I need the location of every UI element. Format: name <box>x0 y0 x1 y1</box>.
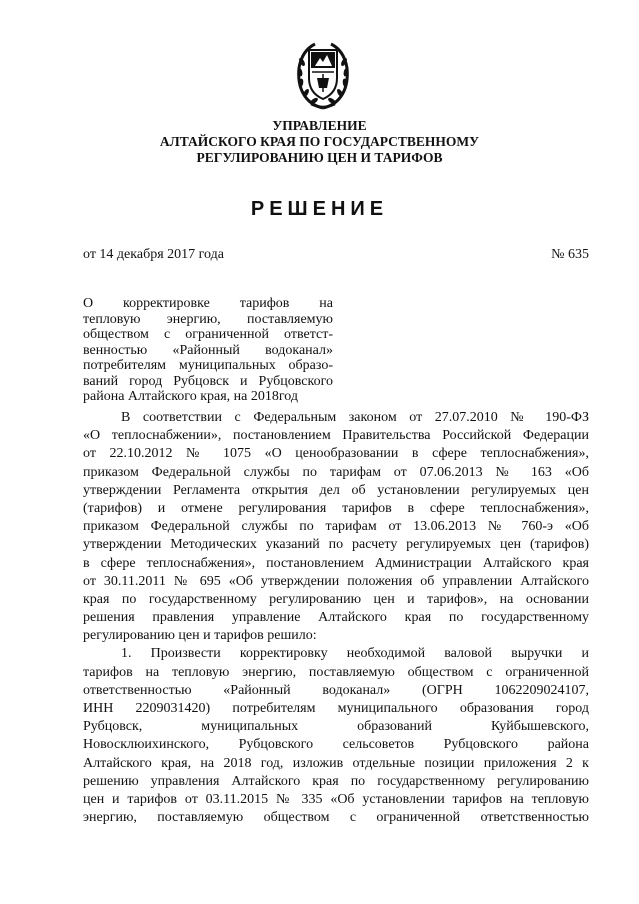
document-body <box>83 409 589 827</box>
document-title: РЕШЕНИЕ <box>250 198 389 220</box>
body-line: В соответствии с Федеральным законом от 27.07.2010 № 190-ФЗ <box>121 410 589 425</box>
document-date: от 14 декабря 2017 года <box>83 247 224 262</box>
subject-line: тепловую энергию, поставляемую <box>83 311 333 327</box>
body-line: тарифов на тепловую энергию, поставляемую обществом с ограниченной <box>83 664 589 680</box>
organization-line: УПРАВЛЕНИЕ <box>272 118 367 133</box>
body-line: Рубцовск, муниципальных образований Куйбышевского, <box>83 719 589 735</box>
body-line: решению управления Алтайского края по государственному регулированию <box>83 773 589 789</box>
organization-name <box>0 118 639 166</box>
body-line: регулированию цен и тарифов решило: <box>83 628 317 644</box>
subject-line: потребителям муниципальных образо- <box>83 358 333 373</box>
body-line: ИНН 2209031420) потребителям муниципального образования город <box>83 701 589 716</box>
subject-line: района Алтайского края, на 2018год <box>83 389 298 404</box>
body-line: цен и тарифов от 03.11.2015 № 335 «Об установлении тарифов на тепловую <box>83 791 589 807</box>
body-line: (тарифов) и отмене регулирования тарифов в сфере теплоснабжения», <box>83 500 589 516</box>
subject-line: О корректировке тарифов на <box>83 296 333 311</box>
document-subject <box>83 296 333 405</box>
body-line: решения правления управление Алтайского края по государственному <box>83 610 589 626</box>
body-line: приказом Федеральной службы по тарифам от 07.06.2013 № 163 «Об <box>83 464 589 480</box>
body-line: от 30.11.2011 № 695 «Об утверждении положения об управлении Алтайского <box>83 573 589 589</box>
document-number: № 635 <box>551 247 589 262</box>
subject-line: венностью «Районный водоканал» <box>83 342 333 358</box>
organization-line: АЛТАЙСКОГО КРАЯ ПО ГОСУДАРСТВЕННОМУ <box>159 134 480 149</box>
body-line: утверждении Методических указаний по расчету регулируемых цен (тарифов) <box>83 537 589 553</box>
body-line: энергию, поставляемую обществом с ограниченной ответственностью <box>83 810 589 826</box>
organization-line: РЕГУЛИРОВАНИЮ ЦЕН И ТАРИФОВ <box>196 150 443 165</box>
body-line: утверждении Регламента открытия дел об установлении регулируемых цен <box>83 482 589 498</box>
body-line: в сфере теплоснабжения», постановлением Администрации Алтайского края <box>83 555 589 571</box>
body-line: «О теплоснабжении», постановлением Правительства Российской Федерации <box>83 428 589 444</box>
subject-line: обществом с ограниченной ответст- <box>83 327 333 342</box>
subject-line: ваний город Рубцовск и Рубцовского <box>83 373 333 389</box>
body-line: от 22.10.2012 № 1075 «О ценообразовании в сфере теплоснабжения», <box>83 446 589 462</box>
altai-coat-of-arms-icon <box>293 38 353 112</box>
body-line: Новосклюихинского, Рубцовского сельсоветов Рубцовского района <box>83 737 589 753</box>
body-line: приказом Федеральной службы по тарифам от 13.06.2013 № 760-э «Об <box>83 519 589 535</box>
body-line: Алтайского края, на 2018 год, изложив отдельные позиции приложения 2 к <box>83 755 589 771</box>
body-line: 1. Произвести корректировку необходимой валовой выручки и <box>121 646 589 662</box>
body-line: края по государственному регулированию цен и тарифов», на основании <box>83 591 589 607</box>
body-line: ответственностью «Районный водоканал» (ОГРН 1062209024107, <box>83 682 589 698</box>
